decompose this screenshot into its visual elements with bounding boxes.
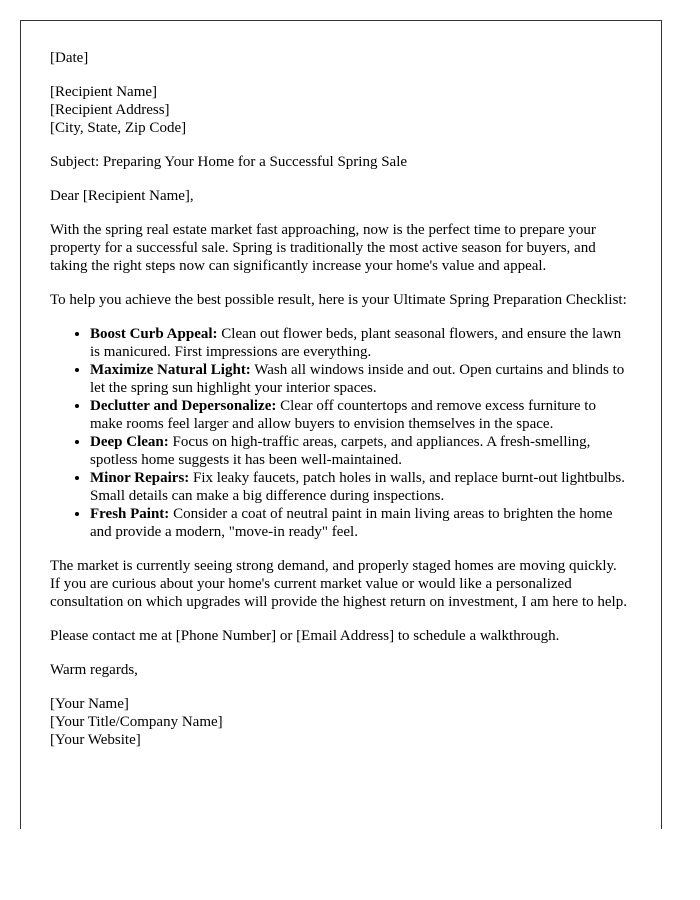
item-title: Boost Curb Appeal:	[90, 326, 218, 342]
salutation: Dear [Recipient Name],	[50, 188, 194, 204]
market-paragraph: The market is currently seeing strong demand, and properly staged homes are moving quickly. If you are curious about your home's current market value or would like a personalized consultation on which upgrades will provide the highest return on investment, I am here to help.	[50, 558, 627, 610]
subject-line: Subject: Preparing Your Home for a Successful Spring Sale	[50, 154, 408, 170]
item-title: Deep Clean:	[90, 434, 169, 450]
closing: Warm regards,	[50, 662, 138, 678]
date: [Date]	[50, 50, 89, 66]
checklist-item	[90, 325, 630, 361]
item-text: Wash all windows inside and out. Open curtains and blinds to let the spring sun highlight your interior spaces.	[90, 362, 625, 396]
checklist-item	[90, 433, 630, 469]
signature-block	[50, 695, 630, 749]
recipient-city: [City, State, Zip Code]	[50, 120, 187, 136]
item-title: Maximize Natural Light:	[90, 362, 251, 378]
item-title: Declutter and Depersonalize:	[90, 398, 277, 414]
recipient-address: [Recipient Address]	[50, 102, 170, 118]
item-text: Clean out flower beds, plant seasonal flowers, and ensure the lawn is manicured. First impressions are everything.	[90, 326, 622, 360]
checklist-item	[90, 469, 630, 505]
item-text: Focus on high-traffic areas, carpets, and appliances. A fresh-smelling, spotless home suggests it has been well-maintained.	[90, 434, 591, 468]
item-title: Fresh Paint:	[90, 506, 170, 522]
item-title: Minor Repairs:	[90, 470, 190, 486]
checklist-intro: To help you achieve the best possible result, here is your Ultimate Spring Preparation Checklist:	[50, 292, 627, 308]
recipient-name: [Recipient Name]	[50, 84, 158, 100]
recipient-block	[50, 83, 630, 137]
checklist-item	[90, 361, 630, 397]
contact-paragraph: Please contact me at [Phone Number] or [Email Address] to schedule a walkthrough.	[50, 628, 560, 644]
intro-paragraph: With the spring real estate market fast approaching, now is the perfect time to prepare your property for a successful sale. Spring is traditionally the most active season for buyers, and taking the right steps now can significantly increase your home's value and appeal.	[50, 222, 596, 274]
item-text: Fix leaky faucets, patch holes in walls, and replace burnt-out lightbulbs. Small details can make a big difference during inspections.	[90, 470, 626, 504]
letter-page	[20, 20, 662, 829]
checklist-item	[90, 397, 630, 433]
item-text: Clear off countertops and remove excess furniture to make rooms feel larger and allow buyers to envision themselves in the space.	[90, 398, 596, 432]
checklist-item	[90, 505, 630, 541]
item-text: Consider a coat of neutral paint in main living areas to brighten the home and provide a modern, "move-in ready" feel.	[90, 506, 613, 540]
sender-name: [Your Name]	[50, 696, 129, 712]
sender-website: [Your Website]	[50, 732, 141, 748]
checklist	[50, 325, 630, 541]
sender-title: [Your Title/Company Name]	[50, 714, 223, 730]
